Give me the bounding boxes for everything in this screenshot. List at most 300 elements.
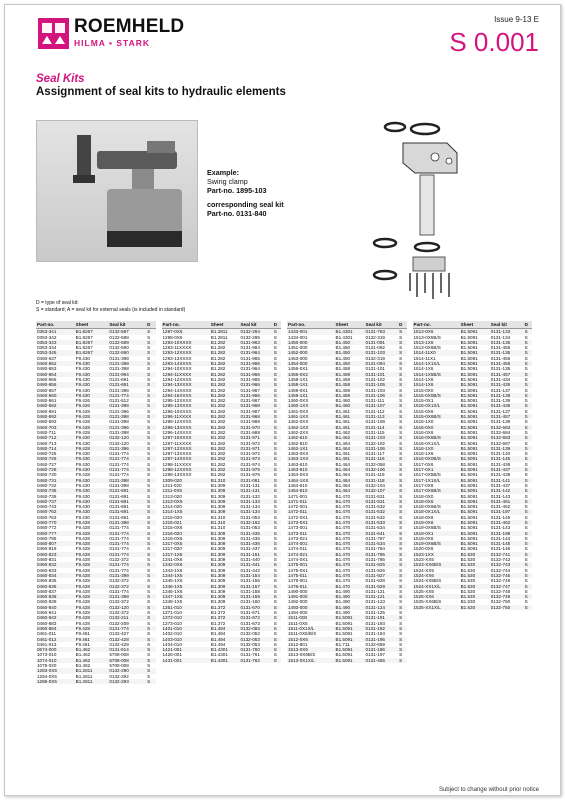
table-cell: S <box>146 467 155 472</box>
table-cell: F9.426 <box>75 403 109 408</box>
table-cell: 0131-101 <box>365 366 385 372</box>
table-cell: B1.5091 <box>460 398 478 404</box>
table-cell: B1.470 <box>335 493 351 499</box>
table-cell: 0131-691 <box>108 488 146 493</box>
table-cell: S <box>146 626 155 631</box>
table-cell: S <box>147 599 151 605</box>
table-cell: B1.5091 <box>335 620 353 626</box>
table-cell: S <box>273 509 281 514</box>
table-cell: 1403-010 <box>162 637 210 642</box>
table-cell: S <box>147 429 151 435</box>
table-cell: 1461-1XX <box>287 414 335 419</box>
table-cell: B1.5091 <box>335 626 365 631</box>
table-cell: S <box>147 631 151 637</box>
table-cell: 0131-964 <box>240 345 260 351</box>
table-cell: S <box>273 366 277 372</box>
table-cell: 1295-12XXXX <box>162 398 192 404</box>
table-cell: 0131-966 <box>239 372 272 377</box>
table-cell: 0131-641 <box>365 531 399 536</box>
table-cell: 1514-11X0 <box>413 350 460 355</box>
table-cell: 0353-343 <box>36 340 75 345</box>
table-cell: S <box>146 446 155 451</box>
table-cell: 0132-120 <box>108 435 146 440</box>
table-cell: B1.282 <box>210 340 240 345</box>
table-cell: 0132-743 <box>490 562 524 567</box>
table-cell: B1.462 <box>335 435 365 440</box>
table-cell: S <box>146 403 155 408</box>
table-cell: S <box>524 520 532 525</box>
table-cell: S <box>273 376 277 382</box>
table-cell: 0132-745 <box>490 573 524 578</box>
table-cell: F9.428 <box>75 552 109 557</box>
table-cell: 0461-013 <box>37 641 57 647</box>
table-cell: 1402-010 <box>162 631 182 637</box>
table-cell: 0131-398 <box>108 361 146 366</box>
table-cell: B1.530 <box>460 599 476 605</box>
table-cell: 1462-1XX <box>287 425 335 430</box>
table-cell: S <box>147 610 151 616</box>
table-cell: S <box>146 340 155 345</box>
example-text <box>207 168 284 218</box>
table-cell: 1293-13XXXX <box>162 355 192 361</box>
table-cell: 0131-774 <box>108 552 146 557</box>
table-cell: 0131-398 <box>109 387 129 393</box>
table <box>413 321 533 610</box>
table-cell: 1460-0XX <box>288 398 309 404</box>
table-cell: 0131-774 <box>109 535 129 541</box>
table-cell: 1462-0XX <box>288 419 309 425</box>
table-cell: S <box>273 467 281 472</box>
table-cell: S <box>524 340 532 345</box>
table-cell: 1464-1XX <box>287 478 335 483</box>
table-cell: S <box>273 514 277 520</box>
table-cell: S <box>399 451 403 457</box>
table-cell: 0131-457 <box>490 372 524 377</box>
table-cell: S <box>398 403 406 408</box>
table-cell: B1.4301 <box>210 652 228 658</box>
table-cell: 0131-111 <box>365 398 385 404</box>
table-cell: F9.430 <box>75 488 109 493</box>
table-cell: S <box>524 594 532 599</box>
table-cell: 1456-0X2 <box>287 372 335 377</box>
table-cell: 0131-094 <box>365 361 399 366</box>
table-cell: S <box>273 478 281 483</box>
table-cell: B1.309 <box>210 584 240 589</box>
table-cell: 0131-399 <box>108 573 146 578</box>
table-header-cell: Seal kit <box>365 321 399 329</box>
table-cell: B1.309 <box>210 509 240 514</box>
table-row <box>413 605 533 610</box>
table-cell: B1.470 <box>335 504 351 510</box>
table-cell: B1.2811 <box>210 329 240 335</box>
table-cell: B1.462 <box>75 658 109 663</box>
table-cell: 1317-1X5 <box>162 552 210 557</box>
table-cell: 1515-0X0 <box>413 387 434 393</box>
table-cell: S <box>524 573 532 578</box>
table-cell: 1297-11XXXX <box>162 440 192 446</box>
table-cell: S <box>399 419 403 425</box>
table-cell: F9.428 <box>75 408 90 414</box>
table-cell: 1456-0X1 <box>288 366 308 372</box>
table-cell: 0460-725 <box>37 451 57 457</box>
table-cell: F9.428 <box>75 535 90 541</box>
table-cell: B1.5091 <box>460 408 478 414</box>
table-cell: 1283-0X5 <box>36 668 75 673</box>
table-cell: 1525-XX1X/L <box>413 605 460 610</box>
table-cell: S <box>146 584 155 589</box>
table-cell: 0131-971 <box>239 435 272 440</box>
table-cell: 1296-10XXXX <box>162 408 192 414</box>
table-cell: S <box>398 541 406 546</box>
table-cell: 0131-435 <box>239 531 272 536</box>
table-cell: 1450-000 <box>287 340 335 345</box>
table-cell: 0131-461 <box>490 499 524 504</box>
table-header-cell: Sheet <box>75 321 109 329</box>
table-cell: B1.8267 <box>75 350 109 355</box>
table-cell: 1431-001 <box>162 658 210 663</box>
table-cell: S <box>398 626 406 631</box>
table-cell: B1.5091 <box>460 429 478 435</box>
table-cell: 1316-020 <box>162 531 210 536</box>
brand-subtitle: HILMA ▪ STARK <box>74 38 150 48</box>
table-cell: B1.372 <box>210 605 240 610</box>
table-cell: B1.282 <box>210 425 240 430</box>
table-cell: 0131-671 <box>240 610 260 616</box>
table-cell: 0460-653 <box>37 366 57 372</box>
table-cell: 0132-372 <box>109 578 129 584</box>
table-cell: 1287-0X5 <box>162 329 210 335</box>
table-cell: 0131-132 <box>240 493 260 499</box>
table-cell: 1523-1XX <box>413 552 460 557</box>
table-cell: 0131-137 <box>490 408 511 414</box>
table-cell: B1.5091 <box>460 456 490 461</box>
table-cell: 0460-654 <box>36 372 75 377</box>
table-cell: S <box>398 372 406 377</box>
table-cell: B1.282 <box>210 403 240 408</box>
table-cell: B1.2811 <box>75 673 93 679</box>
table-cell: 0460-839 <box>37 599 57 605</box>
table-header-cell: Part-no. <box>287 321 335 329</box>
table-cell: B1.2811 <box>75 668 109 673</box>
table-cell: S <box>147 663 151 668</box>
table-cell: 0131-061 <box>239 478 272 483</box>
table-cell: 0460-840 <box>36 605 75 610</box>
table-cell: S <box>524 504 528 510</box>
table-cell: S <box>147 546 151 552</box>
table-cell: S <box>273 578 277 584</box>
table-cell: 1525-XX5 <box>413 588 434 594</box>
table-cell: 0460-732 <box>37 482 57 488</box>
table-cell: 0131-456 <box>490 361 524 366</box>
table-cell: 0131-138 <box>490 393 524 398</box>
table-header-cell: Seal kit <box>490 321 524 329</box>
table-cell: 0131-965 <box>240 355 260 361</box>
table-cell: 1297-10XXXX <box>162 435 210 440</box>
table-cell: 1471-001 <box>288 493 308 499</box>
table-cell: 1348-1X5 <box>162 599 183 605</box>
seal-kit-table <box>36 321 532 684</box>
table-cell: 1463-1XX <box>287 456 335 461</box>
table-cell: 0131-438 <box>490 472 511 478</box>
table-cell: S <box>524 329 532 335</box>
table-cell: S <box>273 446 281 451</box>
table-cell: B1.5091 <box>460 482 478 488</box>
table-cell: 1462-1X1 <box>287 446 335 451</box>
table-cell: 1372-010 <box>162 615 210 620</box>
table-cell: S <box>273 520 281 525</box>
table-cell: 1475-0X1 <box>288 567 308 573</box>
table-cell: S <box>524 535 528 541</box>
table-cell: S <box>273 620 277 626</box>
table-cell: S <box>399 366 403 372</box>
table-cell: B1.5091 <box>460 340 490 345</box>
table-cell: B1.5091 <box>460 425 490 430</box>
table-cell: 0131-396 <box>109 408 129 414</box>
table-cell: S <box>524 488 532 493</box>
table-cell: 0674-000 <box>36 647 75 652</box>
table-cell: 0132-058 <box>365 461 385 467</box>
table-cell: S <box>399 514 403 520</box>
table-cell: S <box>524 467 532 472</box>
table-cell: 0131-159 <box>239 594 272 599</box>
brand-name: ROEMHELD <box>74 16 185 37</box>
table-cell: 0461-011 <box>37 631 57 637</box>
table-cell: S <box>273 350 281 355</box>
table-cell: B1.309 <box>210 557 226 563</box>
table-cell: 0131-774 <box>108 562 146 567</box>
table-cell: B1.470 <box>335 514 351 520</box>
table-cell: S <box>146 605 155 610</box>
table-cell: 1341-0X6 <box>162 557 183 563</box>
table-cell: S <box>398 499 406 504</box>
table-cell: 0131-786 <box>365 557 385 563</box>
table-cell: 0131-673 <box>240 620 260 626</box>
table-cell: B1.464 <box>335 488 365 493</box>
table-cell: B1.309 <box>210 552 240 557</box>
table-cell: 0353-341 <box>36 329 75 335</box>
table-cell: 0132-744 <box>490 567 511 573</box>
table-cell: 1513-0X5B/S <box>413 334 441 340</box>
table-cell: S <box>524 493 528 499</box>
table-cell: B1.309 <box>210 493 226 499</box>
table-cell: F9.430 <box>75 482 90 488</box>
table-cell: S <box>147 620 151 626</box>
example-product: Swing clamp <box>207 177 248 186</box>
table-cell: S <box>399 387 403 393</box>
table-cell: 0131-131 <box>239 488 272 493</box>
table-cell: S <box>273 499 281 504</box>
table-cell: 0131-398 <box>108 414 146 419</box>
table-cell: 1294-10XXXX <box>162 366 192 372</box>
table-cell: B1.5091 <box>460 535 478 541</box>
table-cell: S <box>399 525 403 531</box>
table-cell: 1524-XX6 <box>413 573 460 578</box>
table-cell: F9.428 <box>75 626 109 631</box>
table-cell: F9.428 <box>75 419 90 425</box>
table-cell: B1.461 <box>335 414 365 419</box>
table-cell: S <box>146 668 155 673</box>
table-cell: 0460-691 <box>37 408 57 414</box>
table-cell: 0131-534 <box>365 541 399 546</box>
table-cell: 0132-211 <box>108 615 146 620</box>
table-cell: 1518-0X6 <box>413 514 434 520</box>
table-cell: 0132-102 <box>365 440 385 446</box>
table-cell: S <box>273 355 277 361</box>
table-cell: B1.5091 <box>460 361 490 366</box>
table-cell: 0460-834 <box>36 573 75 578</box>
table-cell: S <box>273 637 281 642</box>
table-cell: F9.461 <box>75 631 90 637</box>
table-cell: 1293-11XXXX <box>162 345 192 351</box>
table-cell: 1371-010 <box>162 610 182 616</box>
table-cell: 1517-0X1 <box>413 467 460 472</box>
table-cell: 0460-714 <box>36 446 75 451</box>
table-cell: 0131-774 <box>109 525 129 531</box>
table-cell: B1.494 <box>210 631 226 637</box>
table-cell: 1459-0X1 <box>288 387 308 393</box>
table-cell: B1.4301 <box>335 329 365 335</box>
table-cell: 1421-001 <box>162 647 210 652</box>
table-cell: S <box>398 329 406 335</box>
table-cell: S <box>147 535 151 541</box>
table-cell: 1511-0X1X/L <box>287 626 335 631</box>
table-cell: S <box>524 350 532 355</box>
table-cell: S <box>524 376 528 382</box>
table-cell: S <box>273 525 277 531</box>
table-cell: B1.464 <box>335 482 351 488</box>
table-cell: 1524-XX1X/L <box>413 584 460 589</box>
table-header-row <box>287 321 407 329</box>
table-header-cell: D <box>398 321 406 329</box>
table-cell: 0131-967 <box>240 387 260 393</box>
table-cell: S <box>273 456 281 461</box>
table-cell: B1.5091 <box>460 334 478 340</box>
table-cell: 0131-106 <box>365 446 399 451</box>
table-cell: 0131-455 <box>365 658 399 663</box>
table-cell: 0132-293 <box>108 679 146 684</box>
table-cell: S <box>146 361 155 366</box>
table-cell: 1513-0X1X/L <box>287 658 335 663</box>
table-cell: 0460-652 <box>36 361 75 366</box>
table-cell: B1.494 <box>210 626 240 631</box>
table-cell: 1518-0X6B/S <box>413 504 441 510</box>
table-cell: S <box>273 382 281 387</box>
table-cell: F9.430 <box>75 376 90 382</box>
table-cell: 1515-0X1X/L <box>413 403 460 408</box>
table-cell: 1434-001 <box>288 334 308 340</box>
table-cell: 0131-156 <box>240 578 260 584</box>
table-cell: 1511-0X5/B/S <box>288 631 317 637</box>
table-cell: S <box>524 403 532 408</box>
table <box>36 321 156 684</box>
table-header-cell: Part-no. <box>36 321 75 329</box>
table-cell: 1475-001 <box>287 562 335 567</box>
table-cell: F9.428 <box>75 599 90 605</box>
table-cell: B1.5091 <box>460 376 478 382</box>
table-cell: B1.470 <box>335 552 365 557</box>
table-cell: S <box>147 398 151 404</box>
table-cell: S <box>273 414 281 419</box>
table-cell: 1472-0X1 <box>288 514 308 520</box>
table-cell: F9.430 <box>75 372 109 377</box>
table-cell: 1293-12XXXX <box>162 350 210 355</box>
table-cell: S <box>273 429 277 435</box>
table-header-cell: D <box>524 321 532 329</box>
table-cell: 0131-512 <box>109 398 129 404</box>
table-cell: 0131-144 <box>490 535 511 541</box>
table-cell: B1.8267 <box>75 340 109 345</box>
table-cell: 0460-736 <box>37 493 57 499</box>
table-cell: S <box>398 531 406 536</box>
table-cell: S <box>398 562 406 567</box>
table-cell: 1286-0X5 <box>36 679 75 684</box>
table-cell: S <box>524 414 532 419</box>
table-cell: 1472-011 <box>287 509 335 514</box>
table-cell: B1.309 <box>210 482 226 488</box>
table-cell: 0131-774 <box>109 472 129 478</box>
table-cell: S <box>147 641 151 647</box>
table-cell: 0131-435 <box>490 382 524 387</box>
table-cell: 0460-735 <box>36 488 75 493</box>
table-cell: S <box>146 615 155 620</box>
table-cell: S <box>147 334 151 340</box>
table-cell: F9.428 <box>75 414 109 419</box>
table-cell: S <box>398 520 406 525</box>
table-cell: 0131-761 <box>240 652 260 658</box>
table-cell: S <box>524 393 532 398</box>
table-cell: 1511-000 <box>287 615 335 620</box>
table-cell: 0132-746 <box>490 578 511 584</box>
table-cell: B1.450 <box>335 361 365 366</box>
table-cell: S <box>147 482 151 488</box>
table-cell: 0353-344 <box>37 345 57 351</box>
table-cell: S <box>273 425 281 430</box>
table-cell: 0131-121 <box>365 588 385 594</box>
table-cell: 0460-743 <box>37 504 57 510</box>
table-cell: S <box>398 414 406 419</box>
table-cell: 0131-440 <box>240 557 260 563</box>
table-cell: 0131-774 <box>108 626 146 631</box>
table-cell: 1315-0X6 <box>162 525 183 531</box>
table-cell: 0131-787 <box>365 535 385 541</box>
table-cell: B1.282 <box>210 361 240 366</box>
table-cell: 0131-396 <box>108 425 146 430</box>
table-cell: S <box>273 329 281 335</box>
example-label: Example: <box>207 168 239 177</box>
table-cell: 0131-532 <box>365 504 385 510</box>
table-cell: 1298-11XXXX <box>162 461 192 467</box>
table-cell: S <box>273 594 281 599</box>
table-cell: S <box>398 393 406 398</box>
table-cell: S <box>273 652 277 658</box>
table-cell: 1474-0X1 <box>288 557 308 563</box>
table-cell: S <box>524 525 528 531</box>
table-cell: F9.428 <box>75 584 109 589</box>
table-cell: 1464-810 <box>287 488 335 493</box>
table-cell: 1516-1X0 <box>413 446 460 451</box>
table-cell: 0131-396 <box>108 446 146 451</box>
table-cell: S <box>524 546 528 552</box>
table-cell: 0460-763 <box>37 514 57 520</box>
table-cell: B1.5091 <box>460 414 490 419</box>
table-cell: B1.282 <box>210 414 240 419</box>
table-cell: 0131-124 <box>365 605 399 610</box>
table-cell: B1.5091 <box>460 366 478 372</box>
table-cell: B1.282 <box>210 382 240 387</box>
table-cell: S <box>524 509 532 514</box>
table-cell: 1311-0X5 <box>162 488 210 493</box>
table-cell: F9.428 <box>75 557 90 563</box>
